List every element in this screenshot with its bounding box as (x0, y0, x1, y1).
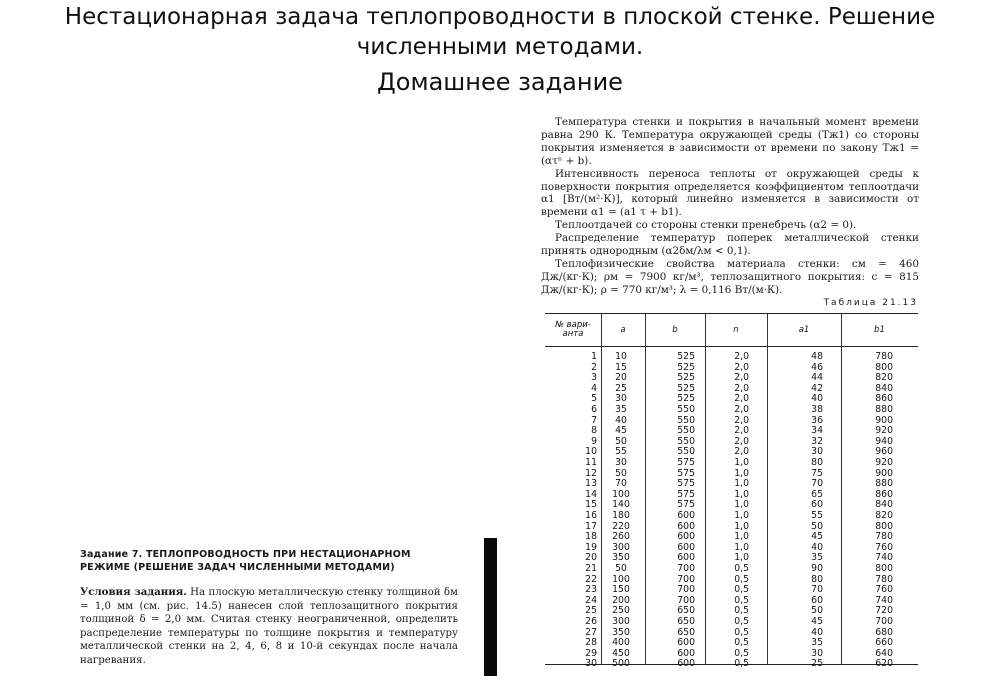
cell-a: 180 (612, 510, 630, 521)
cell-b: 525 (677, 393, 695, 405)
task-conditions (80, 586, 458, 668)
cell-b: 575 (677, 499, 695, 511)
cell-a1: 75 (811, 467, 823, 479)
cell-a: 50 (615, 467, 627, 479)
cell-a: 45 (615, 425, 627, 437)
cell-n: 1,0 (734, 488, 749, 500)
cell-n: 0,5 (734, 616, 749, 627)
cell-b: 550 (677, 446, 695, 458)
cell-n: 0,5 (734, 626, 749, 638)
scan-black-bar (484, 538, 497, 676)
cell-variant: 18 (585, 531, 597, 543)
cell-b1: 640 (875, 647, 893, 659)
cell-a1: 30 (811, 647, 823, 659)
slide-subtitle: Домашнее задание (377, 68, 623, 96)
cell-a1: 80 (811, 457, 823, 468)
cell-variant: 30 (585, 658, 597, 670)
cell-n: 2,0 (734, 435, 749, 447)
cell-b1: 780 (875, 351, 893, 362)
cell-b: 600 (677, 531, 695, 543)
cell-n: 2,0 (734, 361, 749, 373)
cell-n: 2,0 (734, 393, 749, 405)
table-row (545, 437, 918, 448)
cell-n: 2,0 (734, 404, 749, 415)
cell-n: 1,0 (734, 467, 749, 479)
task-description-scan (80, 548, 458, 668)
cell-variant: 2 (591, 361, 597, 373)
paragraph-heat-transfer: Интенсивность переноса теплоты от окружающей среды к поверхности покрытия определяется коэффициентом теплоотдачи α1 [Вт/(м²·К)], который линейно изменяется в зависимости от времени α1 = (a1 τ + b1). (541, 167, 919, 219)
cell-b: 600 (677, 658, 695, 670)
table-row (545, 543, 918, 554)
cell-n: 2,0 (734, 351, 749, 362)
cell-a: 50 (615, 435, 627, 447)
task-parameters-scan (541, 116, 919, 297)
table-row (545, 575, 918, 586)
paragraph-initial-temperature: Температура стенки и покрытия в начальный момент времени равна 290 К. Температура окружающей среды (Tж1) со стороны покрытия изменяется в зависимости от времени по закону Tж1 = (ατⁿ + b). (541, 116, 919, 167)
cell-variant: 8 (591, 425, 597, 437)
cell-variant: 6 (591, 404, 597, 415)
cell-variant: 27 (585, 626, 597, 638)
cell-b1: 860 (875, 488, 893, 500)
table-row (545, 405, 918, 416)
table-row (545, 469, 918, 480)
cell-a1: 50 (811, 605, 823, 617)
cell-b: 700 (677, 573, 695, 585)
cell-a1: 65 (811, 488, 823, 500)
cell-n: 2,0 (734, 425, 749, 437)
cell-variant: 10 (585, 446, 597, 458)
cell-a1: 40 (811, 541, 823, 553)
cell-a1: 60 (811, 594, 823, 606)
cell-n: 0,5 (734, 594, 749, 606)
cell-variant: 24 (585, 594, 597, 606)
table-row (545, 659, 918, 670)
cell-variant: 15 (585, 499, 597, 511)
cell-a: 25 (615, 382, 627, 394)
cell-n: 1,0 (734, 531, 749, 543)
cell-n: 0,5 (734, 658, 749, 670)
cell-b: 550 (677, 414, 695, 426)
cell-a1: 35 (811, 552, 823, 564)
cell-a1: 42 (811, 382, 823, 394)
table-row (545, 363, 918, 374)
cell-b1: 840 (875, 499, 893, 511)
cell-variant: 11 (585, 457, 597, 468)
header-a1: a1 (798, 324, 810, 335)
cell-a1: 45 (811, 531, 823, 543)
cell-b: 700 (677, 584, 695, 596)
cell-n: 0,5 (734, 605, 749, 617)
cell-b1: 840 (875, 382, 893, 394)
cell-b1: 860 (875, 393, 893, 405)
table-row (545, 649, 918, 660)
cell-a1: 30 (811, 446, 823, 458)
cell-a: 100 (612, 488, 630, 500)
cell-b1: 700 (875, 616, 893, 627)
header-n: n (733, 324, 739, 335)
cell-n: 1,0 (734, 541, 749, 553)
cell-b1: 780 (875, 531, 893, 543)
cell-a1: 44 (811, 372, 823, 384)
cell-a1: 34 (811, 425, 823, 437)
cell-a1: 38 (811, 404, 823, 415)
cell-a: 300 (612, 616, 630, 627)
table-row (545, 384, 918, 395)
cell-variant: 29 (585, 647, 597, 659)
cell-a: 40 (615, 414, 627, 426)
cell-a: 35 (615, 404, 627, 415)
header-b: b (672, 324, 678, 335)
paragraph-distribution: Распределение температур поперек металлической стенки принять однородным (α2δм/λм < 0,1). (541, 232, 919, 258)
cell-a: 20 (615, 372, 627, 384)
cell-b1: 900 (875, 467, 893, 479)
cell-b: 575 (677, 457, 695, 468)
cell-b1: 760 (875, 584, 893, 596)
cell-variant: 17 (585, 520, 597, 532)
cell-n: 1,0 (734, 478, 749, 490)
cell-b1: 740 (875, 552, 893, 564)
cell-n: 1,0 (734, 457, 749, 468)
table-row (545, 522, 918, 533)
table-label: Таблица 21.13 (823, 298, 918, 308)
table-row (545, 479, 918, 490)
cell-b1: 920 (875, 425, 893, 437)
cell-a1: 55 (811, 510, 823, 521)
cell-a1: 60 (811, 499, 823, 511)
cell-a: 260 (612, 531, 630, 543)
table-row (545, 617, 918, 628)
cell-variant: 1 (591, 351, 597, 362)
cell-variant: 21 (585, 563, 597, 574)
cell-n: 2,0 (734, 446, 749, 458)
cell-a1: 36 (811, 414, 823, 426)
cell-b: 650 (677, 616, 695, 627)
cell-variant: 12 (585, 467, 597, 479)
cell-a1: 40 (811, 626, 823, 638)
cell-a: 250 (612, 605, 630, 617)
cell-n: 0,5 (734, 573, 749, 585)
cell-a: 200 (612, 594, 630, 606)
cell-variant: 5 (591, 393, 597, 405)
cell-a: 70 (615, 478, 627, 490)
header-b1: b1 (874, 324, 885, 335)
cell-b: 525 (677, 351, 695, 362)
cell-b1: 900 (875, 414, 893, 426)
cell-variant: 28 (585, 637, 597, 649)
cell-a: 55 (615, 446, 627, 458)
cell-a1: 48 (811, 351, 823, 362)
cell-b1: 780 (875, 573, 893, 585)
cell-b: 600 (677, 552, 695, 564)
cell-variant: 4 (591, 382, 597, 394)
table-row (545, 564, 918, 575)
cell-variant: 14 (585, 488, 597, 500)
cell-n: 0,5 (734, 584, 749, 596)
cell-a: 350 (612, 626, 630, 638)
cell-b: 650 (677, 605, 695, 617)
cell-b1: 820 (875, 510, 893, 521)
cell-b1: 880 (875, 404, 893, 415)
cell-a1: 50 (811, 520, 823, 532)
cell-b1: 760 (875, 541, 893, 553)
table-row (545, 628, 918, 639)
table-row (545, 638, 918, 649)
cell-a: 30 (615, 393, 627, 405)
cell-a1: 32 (811, 435, 823, 447)
cell-n: 1,0 (734, 510, 749, 521)
cell-b: 600 (677, 510, 695, 521)
cell-variant: 3 (591, 372, 597, 384)
table-row (545, 585, 918, 596)
cell-variant: 20 (585, 552, 597, 564)
cell-a: 500 (612, 658, 630, 670)
cell-a1: 35 (811, 637, 823, 649)
cell-b1: 880 (875, 478, 893, 490)
conditions-label: Условия задания. (80, 586, 187, 598)
cell-n: 0,5 (734, 637, 749, 649)
conditions-text: На плоскую металлическую стенку толщиной δм = 1,0 мм (см. рис. 14.5) нанесен слой теплозащитного покрытия толщиной δ = 2,0 мм. Считая стенку неограниченной, определить распределение температуры по толщине покрытия и температуру металлической стенки на 2, 4, 6, 8 и 10-й секундах после начала нагревания. (80, 587, 458, 666)
table-row (545, 426, 918, 437)
cell-variant: 25 (585, 605, 597, 617)
cell-variant: 22 (585, 573, 597, 585)
cell-b: 600 (677, 520, 695, 532)
cell-b: 700 (677, 594, 695, 606)
cell-b: 575 (677, 478, 695, 490)
cell-a: 150 (612, 584, 630, 596)
cell-variant: 9 (591, 435, 597, 447)
cell-a: 220 (612, 520, 630, 532)
cell-b: 575 (677, 488, 695, 500)
table-row (545, 500, 918, 511)
cell-b: 550 (677, 425, 695, 437)
cell-n: 0,5 (734, 647, 749, 659)
cell-n: 2,0 (734, 414, 749, 426)
cell-variant: 26 (585, 616, 597, 627)
cell-a1: 90 (811, 563, 823, 574)
cell-a1: 45 (811, 616, 823, 627)
cell-variant: 19 (585, 541, 597, 553)
cell-a: 350 (612, 552, 630, 564)
cell-a: 100 (612, 573, 630, 585)
cell-b: 700 (677, 563, 695, 574)
cell-a1: 46 (811, 361, 823, 373)
cell-a: 10 (615, 351, 627, 362)
cell-b1: 800 (875, 361, 893, 373)
cell-b: 550 (677, 404, 695, 415)
table-row (545, 606, 918, 617)
table-row (545, 373, 918, 384)
cell-b1: 740 (875, 594, 893, 606)
cell-a: 15 (615, 361, 627, 373)
cell-b1: 720 (875, 605, 893, 617)
cell-a1: 80 (811, 573, 823, 585)
table-row (545, 532, 918, 543)
cell-b: 650 (677, 626, 695, 638)
cell-a1: 70 (811, 584, 823, 596)
table-row (545, 511, 918, 522)
cell-a1: 40 (811, 393, 823, 405)
table-row (545, 553, 918, 564)
table-row (545, 458, 918, 469)
cell-a1: 25 (811, 658, 823, 670)
cell-b: 550 (677, 435, 695, 447)
cell-variant: 7 (591, 414, 597, 426)
cell-n: 2,0 (734, 372, 749, 384)
header-a: a (620, 324, 626, 335)
cell-b: 600 (677, 541, 695, 553)
cell-variant: 23 (585, 584, 597, 596)
cell-n: 1,0 (734, 499, 749, 511)
table-row (545, 490, 918, 501)
cell-a: 140 (612, 499, 630, 511)
cell-b1: 660 (875, 637, 893, 649)
cell-b1: 680 (875, 626, 893, 638)
cell-b: 525 (677, 372, 695, 384)
cell-b1: 800 (875, 520, 893, 532)
cell-a: 50 (615, 563, 627, 574)
cell-n: 0,5 (734, 563, 749, 574)
table-row (545, 596, 918, 607)
cell-n: 1,0 (734, 552, 749, 564)
header-variant: № вари-анта (555, 320, 591, 339)
cell-b: 600 (677, 637, 695, 649)
cell-a: 450 (612, 647, 630, 659)
cell-b1: 960 (875, 446, 893, 458)
cell-variant: 16 (585, 510, 597, 521)
slide-title-line-2: численными методами. (356, 34, 644, 60)
paragraph-properties: Теплофизические свойства материала стенки: cм = 460 Дж/(кг·К); ρм = 7900 кг/м³, теплозащитного покрытия: c = 815 Дж/(кг·К); ρ = 770 кг/м³; λ = 0,116 Вт/(м·К). (541, 257, 919, 296)
cell-b: 600 (677, 647, 695, 659)
cell-n: 2,0 (734, 382, 749, 394)
cell-b1: 800 (875, 563, 893, 574)
cell-a: 30 (615, 457, 627, 468)
cell-a: 300 (612, 541, 630, 553)
cell-a1: 70 (811, 478, 823, 490)
cell-variant: 13 (585, 478, 597, 490)
cell-b1: 820 (875, 372, 893, 384)
cell-n: 1,0 (734, 520, 749, 532)
table-row (545, 447, 918, 458)
cell-b1: 620 (875, 658, 893, 670)
cell-b1: 920 (875, 457, 893, 468)
slide-title-line-1: Нестационарная задача теплопроводности в плоской стенке. Решение (64, 4, 936, 30)
paragraph-wall-side: Теплоотдачей со стороны стенки пренебречь (α2 = 0). (555, 219, 857, 232)
table-row (545, 352, 918, 363)
cell-b: 575 (677, 467, 695, 479)
cell-b1: 940 (875, 435, 893, 447)
table-row (545, 416, 918, 427)
table-row (545, 394, 918, 405)
cell-b: 525 (677, 361, 695, 373)
slide-title (0, 2, 1000, 62)
task-heading: Задание 7. ТЕПЛОПРОВОДНОСТЬ ПРИ НЕСТАЦИОНАРНОМ РЕЖИМЕ (РЕШЕНИЕ ЗАДАЧ ЧИСЛЕННЫМИ МЕТОДАМИ) (80, 549, 411, 573)
cell-b: 525 (677, 382, 695, 394)
variants-table (545, 313, 918, 670)
cell-a: 400 (612, 637, 630, 649)
